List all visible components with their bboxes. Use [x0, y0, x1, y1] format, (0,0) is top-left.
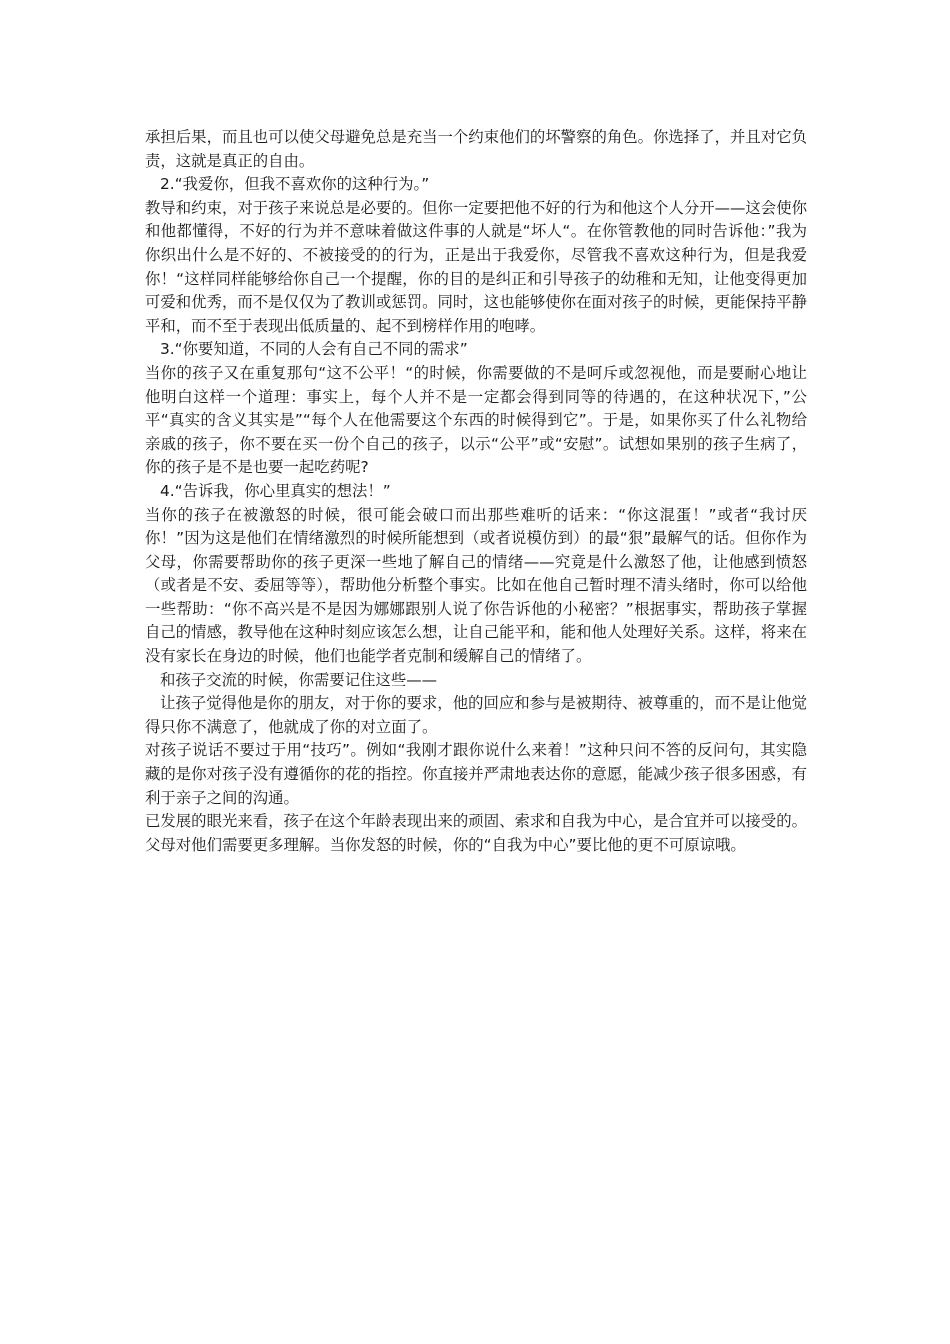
- document-body: [145, 126, 807, 857]
- paragraph-point-2: 教导和约束，对于孩子来说总是必要的。但你一定要把他不好的行为和他这个人分开——这会使你和他都懂得，不好的行为并不意味着做这件事的人就是“坏人“。在你管教他的同时告诉他：”我为你织出什么是不好的、不被接受的的行为，正是出于我爱你，尽管我不喜欢这种行为，但是我爱你！“这样同样能够给你自己一个提醒，你的目的是纠正和引导孩子的幼稚和无知，让他变得更加可爱和优秀，而不是仅仅为了教训或惩罚。同时，这也能够使你在面对孩子的时候，更能保持平静平和，而不至于表现出低质量的、起不到榜样作用的咆哮。: [145, 198, 807, 335]
- heading-point-3: 3.“你要知道，不同的人会有自己不同的需求”: [160, 340, 468, 359]
- paragraph-tip-friend: 让孩子觉得他是你的朋友，对于你的要求，他的回应和参与是被期待、被尊重的，而不是让他觉得只你不满意了，他就成了你的对立面了。: [145, 694, 807, 736]
- paragraph-point-4: 当你的孩子在被激怒的时候，很可能会破口而出那些难听的话来：“你这混蛋！”或者“我讨厌你！”因为这是他们在情绪激烈的时候所能想到（或者说模仿到）的最“狠”最解气的话。但你作为父母，你需要帮助你的孩子更深一些地了解自己的情绪——究竟是什么激怒了他，让他感到愤怒（或者是不安、委屈等等），帮助他分析整个事实。比如在他自己暂时理不清头绪时，你可以给他一些帮助：“你不高兴是不是因为娜娜跟别人说了你告诉他的小秘密？”根据事实，帮助孩子掌握自己的情感，教导他在这种时刻应该怎么想，让自己能平和，能和他人处理好关系。这样，将来在没有家长在身边的时候，他们也能学者克制和缓解自己的情绪了。: [145, 505, 807, 666]
- heading-point-4: 4.“告诉我，你心里真实的想法！”: [160, 481, 391, 500]
- heading-remember: 和孩子交流的时候，你需要记住这些——: [160, 670, 438, 689]
- heading-point-2: 2.“我爱你，但我不喜欢你的这种行为。”: [160, 175, 430, 194]
- paragraph-point-3: 当你的孩子又在重复那句“这不公平！“的时候，你需要做的不是呵斥或忽视他，而是要耐心地让他明白这样一个道理：事实上，每个人并不是一定都会得到同等的待遇的，在这种状况下，”公平“真实的含义其实是”“每个人在他需要这个东西的时候得到它”。于是，如果你买了什么礼物给亲戚的孩子，你不要在买一份个自己的孩子，以示“公平”或“安慰”。试想如果别的孩子生病了，你的孩子是不是也要一起吃药呢?: [145, 363, 807, 477]
- paragraph-tip-development: 已发展的眼光来看，孩子在这个年龄表现出来的顽固、索求和自我为中心，是合宜并可以接受的。父母对他们需要更多理解。当你发怒的时候，你的“自我为中心”要比他的更不可原谅哦。: [145, 812, 807, 854]
- paragraph-tip-technique: 对孩子说话不要过于用“技巧”。例如“我刚才跟你说什么来着！”这种只问不答的反问句，其实隐藏的是你对孩子没有遵循你的花的指控。你直接并严肃地表达你的意愿，能减少孩子很多困惑，有利于亲子之间的沟通。: [145, 741, 807, 807]
- paragraph-continuation: 承担后果，而且也可以使父母避免总是充当一个约束他们的坏警察的角色。你选择了，并且对它负责，这就是真正的自由。: [145, 128, 807, 170]
